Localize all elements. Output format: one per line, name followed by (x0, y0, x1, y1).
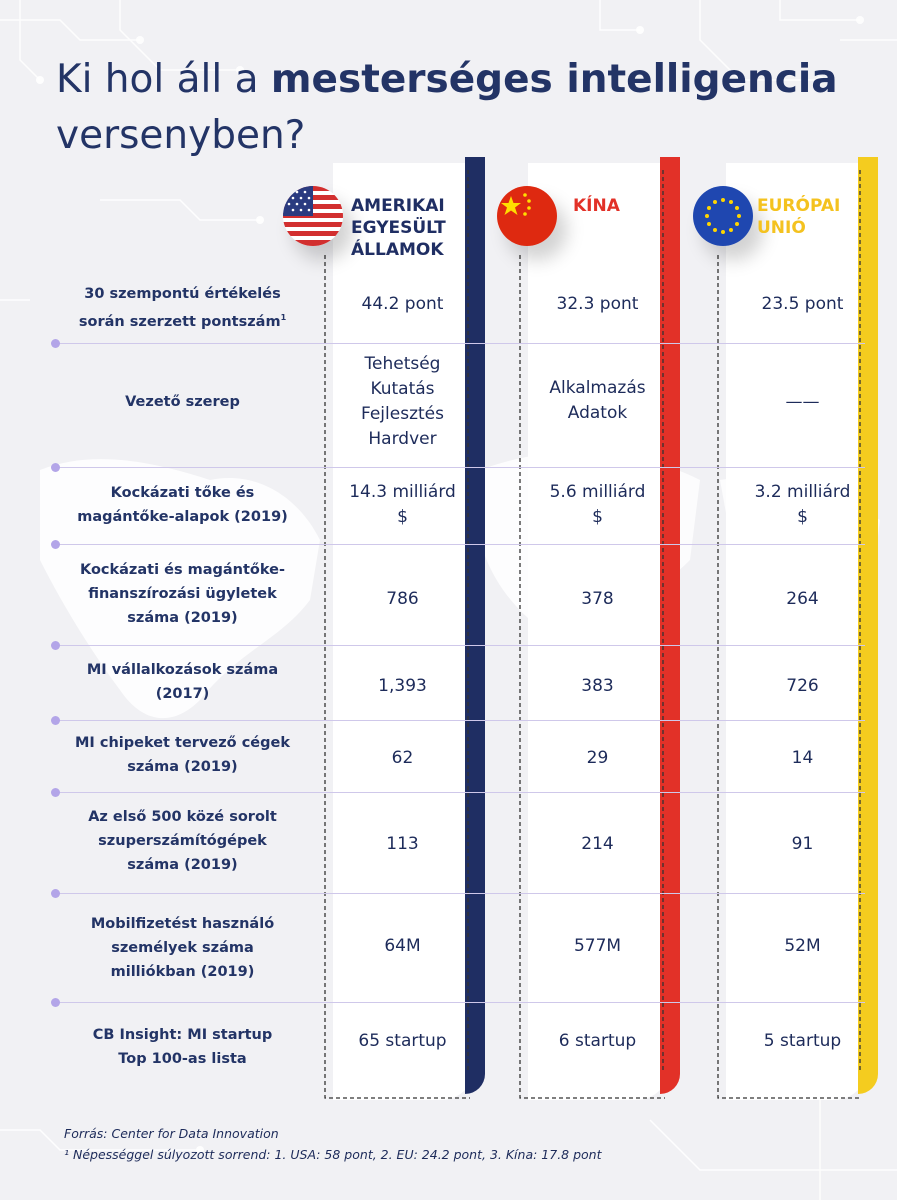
row-dot (51, 788, 60, 797)
row-label-chip-companies: MI chipeket tervező cégek száma (2019) (75, 735, 290, 775)
usa-flag-icon (283, 186, 343, 246)
china-flag-icon (497, 186, 557, 246)
row-dot (51, 641, 60, 650)
usa-header-line3: ÁLLAMOK (351, 240, 444, 260)
title-part-regular: Ki hol áll a (56, 57, 271, 102)
cell-eu-supercomputers: 91 (791, 834, 814, 854)
cell-usa-ai-companies: 1,393 (378, 676, 427, 696)
cell-usa-mobile-payment: 64M (384, 936, 421, 956)
cell-eu-venture-capital: 3.2 milliárd $ (754, 482, 851, 527)
cell-eu-score: 23.5 pont (761, 294, 844, 314)
source-note: Forrás: Center for Data Innovation (64, 1126, 279, 1141)
cell-usa-chip-companies: 62 (391, 748, 414, 768)
row-label-deals: Kockázati és magántőke- finanszírozási ügyletek száma (2019) (79, 562, 286, 626)
cell-china-venture-capital: 5.6 milliárd $ (549, 482, 646, 527)
eu-header-line1: EURÓPAI (757, 196, 841, 216)
cell-china-chip-companies: 29 (586, 748, 609, 768)
row-separator (55, 720, 865, 721)
footnote-marker: 1 (280, 313, 287, 322)
row-dot (51, 998, 60, 1007)
cell-china-leading-role: Alkalmazás Adatok (549, 378, 646, 423)
cell-eu-leading-role: —— (785, 392, 820, 412)
title-part-second-line: versenyben? (56, 113, 306, 158)
title-part-bold: mesterséges intelligencia (270, 57, 838, 102)
eu-flag-icon (693, 186, 753, 246)
cell-eu-chip-companies: 14 (791, 748, 814, 768)
cell-usa-startups: 65 startup (358, 1031, 447, 1051)
cell-eu-startups: 5 startup (763, 1031, 842, 1051)
row-separator (55, 792, 865, 793)
row-separator (55, 343, 865, 344)
cell-usa-venture-capital: 14.3 milliárd $ (349, 482, 456, 527)
cell-usa-deals: 786 (386, 589, 419, 609)
cell-usa-supercomputers: 113 (386, 834, 419, 854)
china-header-line1: KÍNA (573, 196, 620, 216)
row-label-mobile-payment: Mobilfizetést használó személyek száma milliókban (2019) (90, 916, 275, 980)
row-separator (55, 645, 865, 646)
cell-china-startups: 6 startup (558, 1031, 637, 1051)
row-label-ai-companies: MI vállalkozások száma (2017) (86, 662, 279, 702)
row-dot (51, 463, 60, 472)
eu-header-line2: UNIÓ (757, 218, 806, 238)
row-separator (55, 467, 865, 468)
page-title (56, 52, 876, 164)
cell-china-supercomputers: 214 (581, 834, 614, 854)
cell-china-deals: 378 (581, 589, 614, 609)
china-header (573, 195, 620, 217)
usa-header (351, 195, 446, 261)
row-dot (51, 540, 60, 549)
cell-usa-score: 44.2 pont (361, 294, 444, 314)
cell-china-mobile-payment: 577M (573, 936, 622, 956)
footnote: ¹ Népességgel súlyozott sorrend: 1. USA: 58 pont, 2. EU: 24.2 pont, 3. Kína: 17.8 pont (64, 1147, 602, 1162)
usa-header-line1: AMERIKAI (351, 196, 445, 216)
usa-header-line2: EGYESÜLT (351, 218, 446, 238)
cell-usa-leading-role: Tehetség Kutatás Fejlesztés Hardver (361, 354, 444, 449)
cell-eu-ai-companies: 726 (786, 676, 819, 696)
row-label-supercomputers: Az első 500 közé sorolt szuperszámítógépek száma (2019) (88, 809, 277, 873)
row-label-leading-role: Vezető szerep (125, 394, 240, 410)
row-dot (51, 716, 60, 725)
row-dot (51, 889, 60, 898)
eu-header (757, 195, 840, 239)
row-separator (55, 544, 865, 545)
cell-eu-mobile-payment: 52M (784, 936, 821, 956)
row-separator (55, 1002, 865, 1003)
row-label-venture-capital: Kockázati tőke és magántőke-alapok (2019) (77, 485, 288, 525)
cell-china-score: 32.3 pont (556, 294, 639, 314)
cell-china-ai-companies: 383 (581, 676, 614, 696)
row-label-score: 30 szempontú értékelés során szerzett pontszám$^1$ (78, 286, 287, 330)
cell-eu-deals: 264 (786, 589, 819, 609)
row-separator (55, 893, 865, 894)
row-dot (51, 339, 60, 348)
row-label-startups: CB Insight: MI startup Top 100-as lista (92, 1027, 273, 1067)
